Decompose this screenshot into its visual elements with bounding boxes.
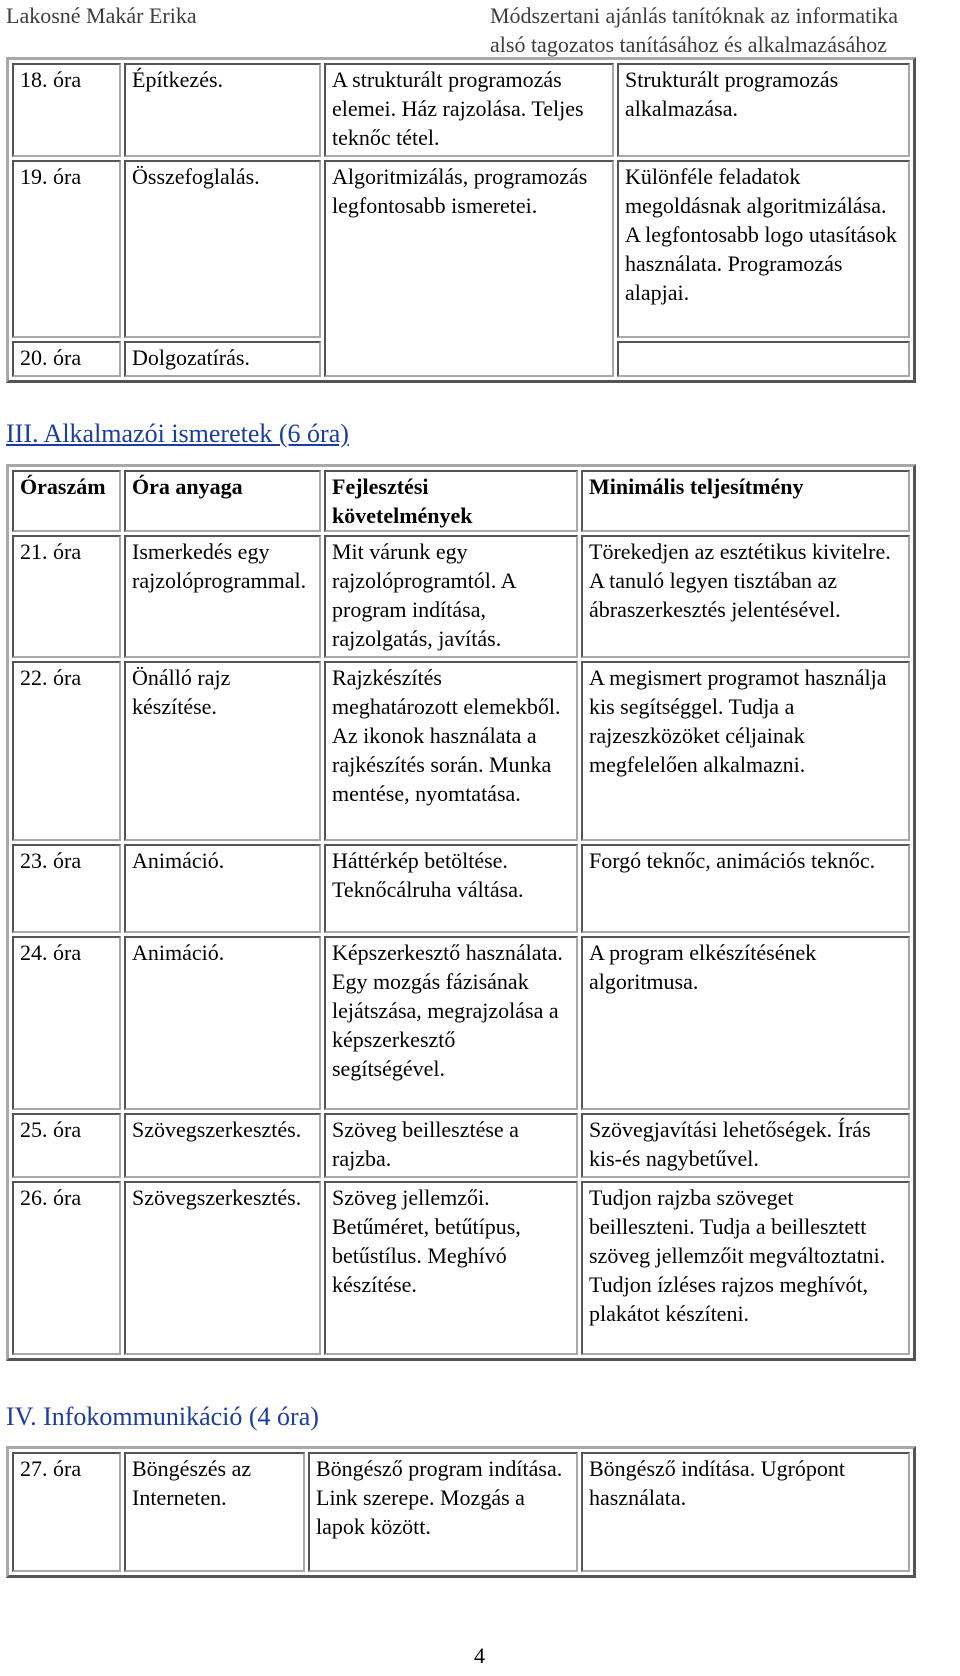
table-cell: 23. óra [12,844,121,933]
table-header-row [12,470,910,532]
table-cell: 22. óra [12,661,121,841]
table-cell: Szöveg jellemzői. Betűméret, betűtípus, betűstílus. Meghívó készítése. [324,1181,578,1355]
table-row [12,63,910,157]
lesson-table-4 [6,1446,916,1578]
header-author: Lakosné Makár Erika [6,3,197,28]
table-row [12,936,910,1110]
column-header: Fejlesztési követelmények [324,470,578,532]
page-number: 4 [474,1643,485,1668]
table-cell: 18. óra [12,63,121,157]
table-cell: Szövegszerkesztés. [124,1181,321,1355]
table-cell: Önálló rajz készítése. [124,661,321,841]
table-cell: Mit várunk egy rajzolóprogramtól. A program indítása, rajzolgatás, javítás. [324,535,578,658]
table-row [12,1181,910,1355]
table-row [12,535,910,658]
table-cell: Törekedjen az esztétikus kivitelre. A tanuló legyen tisztában az ábraszerkesztés jelentésével. [581,535,910,658]
table-cell: 24. óra [12,936,121,1110]
table-cell: Dolgozatírás. [124,341,321,377]
table-cell: A megismert programot használja kis segítséggel. Tudja a rajzeszközöket céljainak megfelelően alkalmazni. [581,661,910,841]
table-cell: Böngészés az Interneten. [124,1452,305,1572]
table-cell: Szöveg beillesztése a rajzba. [324,1113,578,1178]
table-cell: 21. óra [12,535,121,658]
table-cell: Ismerkedés egy rajzolóprogrammal. [124,535,321,658]
table-row [12,844,910,933]
table-cell: Szövegszerkesztés. [124,1113,321,1178]
table-row [12,661,910,841]
column-header: Minimális teljesítmény [581,470,910,532]
table-cell: Algoritmizálás, programozás legfontosabb ismeretei. [324,160,614,377]
table-cell: Rajzkészítés meghatározott elemekből. Az ikonok használata a rajkészítés során. Munka mentése, nyomtatása. [324,661,578,841]
table-cell: Képszerkesztő használata. Egy mozgás fázisának lejátszása, megrajzolása a képszerkesztő segítségével. [324,936,578,1110]
table-cell: 20. óra [12,341,121,377]
table-cell: 25. óra [12,1113,121,1178]
table-row [12,1452,910,1572]
table-cell: A strukturált programozás elemei. Ház rajzolása. Teljes teknőc tétel. [324,63,614,157]
header-title-line1: Módszertani ajánlás tanítóknak az informatika [490,3,899,28]
table-cell: Háttérkép betöltése. Teknőcálruha váltása. [324,844,578,933]
table-cell: A program elkészítésének algoritmusa. [581,936,910,1110]
header-title [490,1,898,59]
table-cell: Strukturált programozás alkalmazása. [617,63,910,157]
section-title-iii: III. Alkalmazói ismeretek (6 óra) [6,419,349,448]
column-header: Óraszám [12,470,121,532]
table-row [12,1113,910,1178]
table-cell: Böngésző indítása. Ugrópont használata. [581,1452,910,1572]
table-cell: Különféle feladatok megoldásnak algoritmizálása. A legfontosabb logo utasítások használata. Programozás alapjai. [617,160,910,338]
table-cell: Tudjon rajzba szöveget beilleszteni. Tudja a beillesztett szöveg jellemzőit megváltoztatni. Tudjon ízléses rajzos meghívót, plakátot készíteni. [581,1181,910,1355]
table-cell: Összefoglalás. [124,160,321,338]
column-header: Óra anyaga [124,470,321,532]
lesson-table-2 [6,57,916,383]
table-cell: Szövegjavítási lehetőségek. Írás kis-és nagybetűvel. [581,1113,910,1178]
table-cell: Animáció. [124,936,321,1110]
table-cell: Böngésző program indítása. Link szerepe. Mozgás a lapok között. [308,1452,578,1572]
table-cell: Animáció. [124,844,321,933]
lesson-table-3 [6,464,916,1361]
table-cell: Építkezés. [124,63,321,157]
table-cell: 26. óra [12,1181,121,1355]
table-cell [617,341,910,377]
table-cell: Forgó teknőc, animációs teknőc. [581,844,910,933]
header-title-line2: alsó tagozatos tanításához és alkalmazásához [490,32,888,57]
table-row [12,160,910,338]
table-cell: 19. óra [12,160,121,338]
section-title-iv: IV. Infokommunikáció (4 óra) [6,1402,319,1431]
table-cell: 27. óra [12,1452,121,1572]
